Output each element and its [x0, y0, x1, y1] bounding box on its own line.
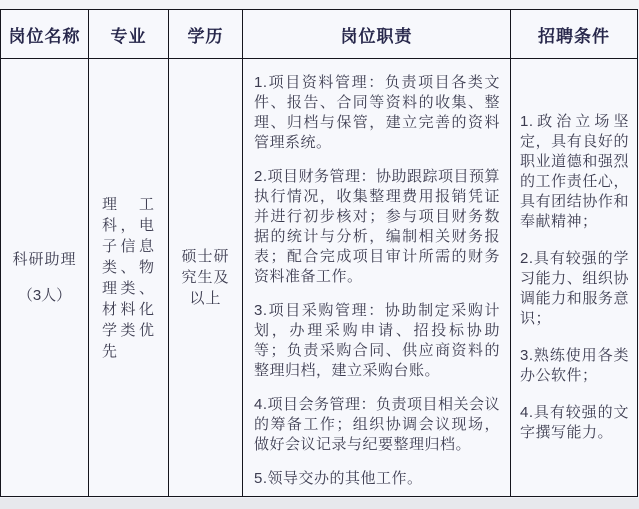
requirement-item: 2.具有较强的学习能力、组织协调能力和服务意识；	[520, 250, 629, 327]
major-text: 理工科，电子信息类、物理类、材料化学类优先	[102, 195, 155, 360]
cell-position	[1, 59, 89, 497]
table-row	[1, 59, 638, 497]
cell-requirements	[511, 59, 638, 497]
cell-education	[169, 59, 243, 497]
table-header-row	[1, 10, 638, 59]
recruitment-table	[0, 9, 638, 497]
col-header-position: 岗位名称	[1, 10, 89, 59]
bottom-margin-strip	[0, 498, 639, 509]
education-text: 硕士研究生及以上	[181, 248, 230, 307]
requirement-item: 4.具有较强的文字撰写能力。	[520, 404, 629, 441]
position-name: 科研助理	[12, 250, 77, 268]
col-header-education: 学历	[169, 10, 243, 59]
duty-item: 5.领导交办的其他工作。	[254, 469, 423, 487]
position-headcount: （3人）	[17, 286, 72, 304]
col-header-duties: 岗位职责	[243, 10, 511, 59]
requirement-item: 3.熟练使用各类办公软件；	[520, 347, 629, 384]
col-header-major: 专业	[89, 10, 169, 59]
duty-item: 2.项目财务管理：协助跟踪项目预算执行情况，收集整理费用报销凭证并进行初步核对；参与项目财务数据的统计与分析，编制相关财务报表；配合完成项目审计所需的财务资料准备工作。	[254, 167, 501, 285]
duty-item: 4.项目会务管理：负责项目相关会议的筹备工作；组织协调会议现场，做好会议记录与纪要整理归档。	[254, 395, 501, 453]
cell-major	[89, 59, 169, 497]
requirements-list	[520, 59, 629, 496]
top-margin-strip	[0, 0, 639, 9]
duty-item: 3.项目采购管理：协助制定采购计划，办理采购申请、招投标协助等；负责采购合同、供应商资料的整理归档，建立采购台账。	[254, 301, 500, 379]
cell-duties	[243, 59, 511, 497]
col-header-requirements: 招聘条件	[511, 10, 638, 59]
requirement-item: 1.政治立场坚定，具有良好的职业道德和强烈的工作责任心，具有团结协作和奉献精神；	[520, 113, 629, 230]
duty-item: 1.项目资料管理：负责项目各类文件、报告、合同等资料的收集、整理、归档与保管，建立完善的资料管理系统。	[254, 73, 500, 151]
